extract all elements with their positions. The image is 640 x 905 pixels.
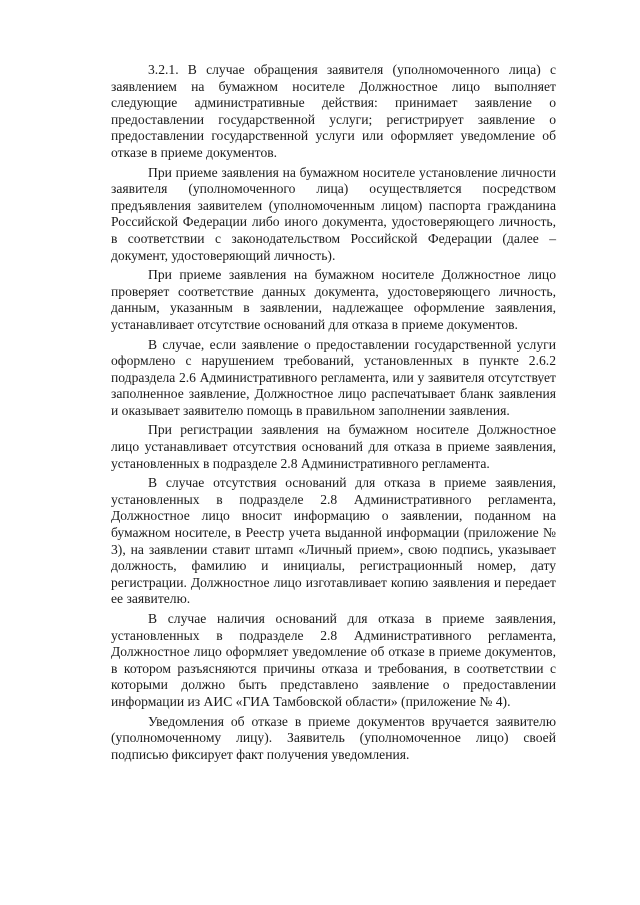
paragraph-refusal-notice: Уведомления об отказе в приеме документов вручается заявителю (уполномоченному лицу). Заявитель (уполномоченное лицо) своей подписью фиксирует факт получения уведомления.: [111, 713, 556, 762]
paragraph-3-2-1: 3.2.1. В случае обращения заявителя (уполномоченного лица) с заявлением на бумажном носителе Должностное лицо выполняет следующие административные действия: принимает заявление о предоставлении государственной услуги; регистрирует заявление о предоставлении государственной услуги или оформляет уведомление об отказе в приеме документов.: [111, 62, 556, 160]
paragraph-refusal-grounds: В случае наличия оснований для отказа в приеме заявления, установленных в подразделе 2.8 Административного регламента, Должностное лицо оформляет уведомление об отказе в приеме документов, в котором разъясняются причины отказа и требования, в соответствии с которыми должно быть представлено заявление о предоставлении информации из АИС «ГИА Тамбовской области» (приложение № 4).: [111, 611, 556, 709]
paragraph-registration: При регистрации заявления на бумажном носителе Должностное лицо устанавливает отсутствия оснований для отказа в приеме заявления, установленных в подразделе 2.8 Административного регламента.: [111, 422, 556, 471]
paragraph-no-refusal-grounds: В случае отсутствия оснований для отказа в приеме заявления, установленных в подразделе 2.8 Административного регламента, Должностное лицо вносит информацию о заявлении, поданном на бумажном носителе, в Реестр учета выданной информации (приложение № 3), на заявлении ставит штамп «Личный прием», свою подпись, указывает должность, фамилию и инициалы, регистрационный номер, дату регистрации. Должностное лицо изготавливает копию заявления и передает ее заявителю.: [111, 475, 556, 607]
document-page: [111, 62, 556, 766]
paragraph-form-assistance: В случае, если заявление о предоставлении государственной услуги оформлено с нарушением требований, установленных в пункте 2.6.2 подраздела 2.6 Административного регламента, или у заявителя отсутствует заполненное заявление, Должностное лицо распечатывает бланк заявления и оказывает заявителю помощь в правильном заполнении заявления.: [111, 336, 556, 418]
paragraph-data-verification: При приеме заявления на бумажном носителе Должностное лицо проверяет соответствие данных документа, удостоверяющего личность, данным, указанным в заявлении, надлежащее оформление заявления, устанавливает отсутствие оснований для отказа в приеме документов.: [111, 267, 556, 332]
paragraph-identity-check: При приеме заявления на бумажном носителе установление личности заявителя (уполномоченного лица) осуществляется посредством предъявления заявителем (уполномоченным лицом) паспорта гражданина Российской Федерации либо иного документа, удостоверяющего личность, в соответствии с законодательством Российской Федерации (далее – документ, удостоверяющий личность).: [111, 164, 556, 263]
